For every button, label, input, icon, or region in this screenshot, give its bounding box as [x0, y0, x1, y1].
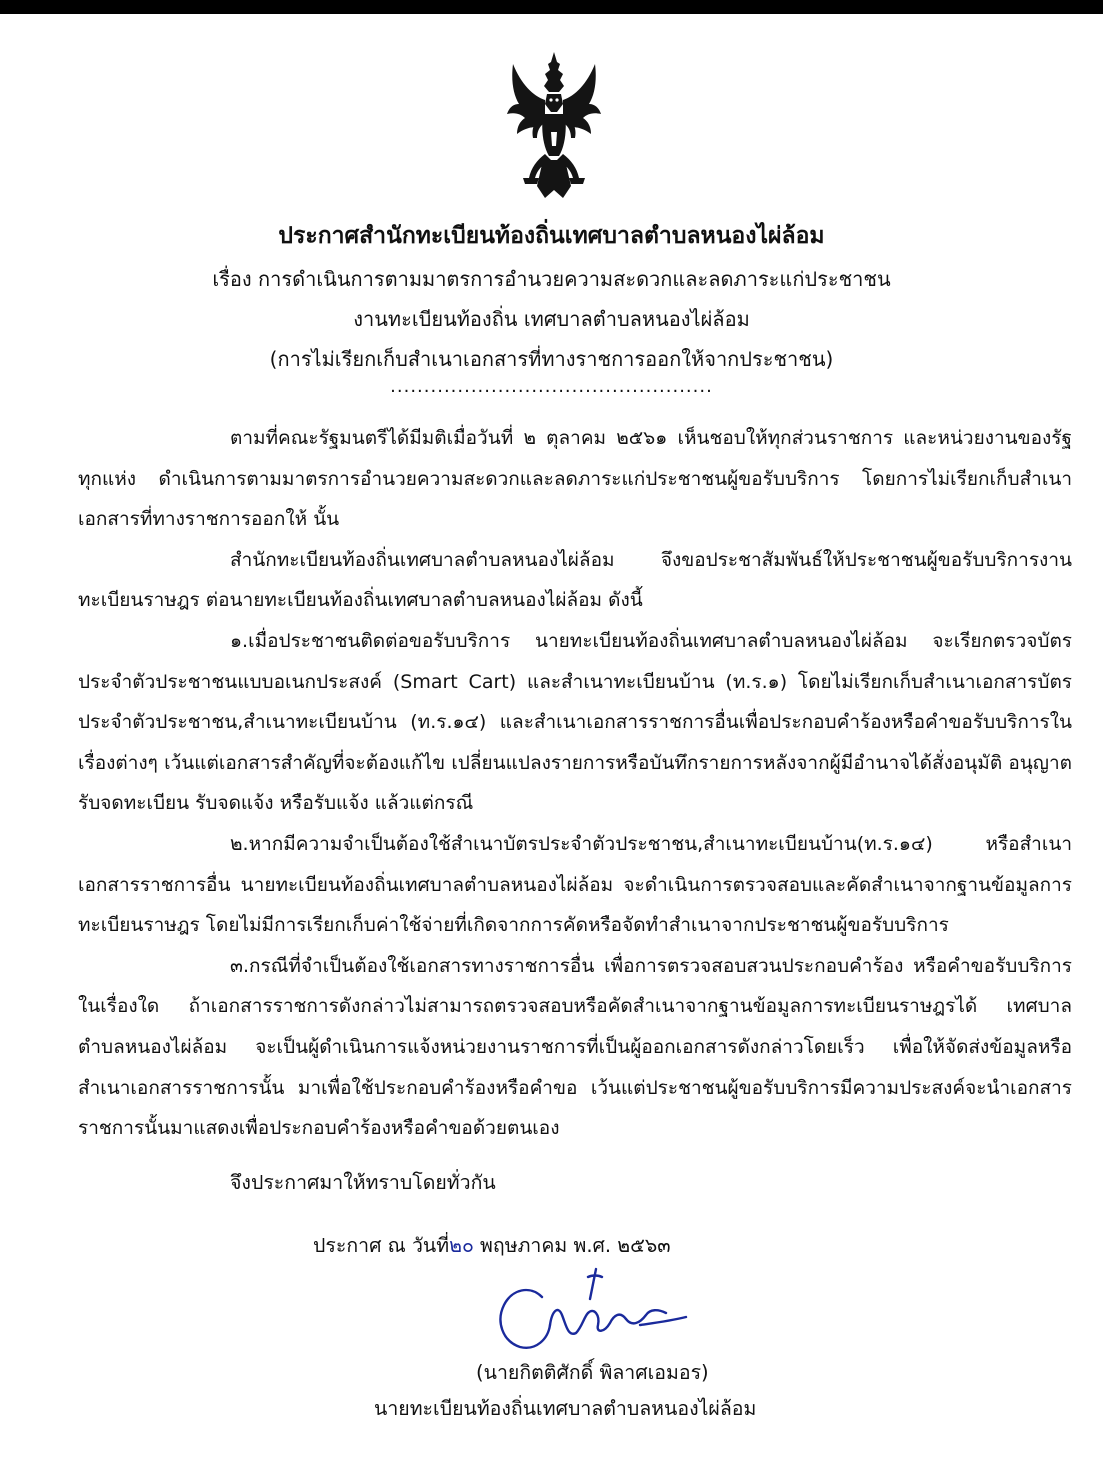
garuda-emblem-icon	[505, 50, 603, 200]
paragraph-item-2: ๒.หากมีความจำเป็นต้องใช้สำเนาบัตรประจำตัวประชาชน,สำเนาทะเบียนบ้าน(ท.ร.๑๔) หรือสำเนาเอกสารราชการอื่น นายทะเบียนท้องถิ่นเทศบาลตำบลหนองไผ่ล้อม จะดำเนินการตรวจสอบและคัดสำเนาจากฐานข้อมูลการทะเบียนราษฎร โดยไม่มีการเรียกเก็บค่าใช้จ่ายที่เกิดจากการคัดหรือจัดทำสำเนาจากประชาชนผู้ขอรับบริการ	[78, 832, 1072, 937]
subject-line-2: งานทะเบียนท้องถิ่น เทศบาลตำบลหนองไผ่ล้อม	[353, 307, 750, 331]
paragraph-item-1: ๑.เมื่อประชาชนติดต่อขอรับบริการ นายทะเบียนท้องถิ่นเทศบาลตำบลหนองไผ่ล้อม จะเรียกตรวจบัตรประจำตัวประชาชนแบบอเนกประสงค์ (Smart Cart) และสำเนาทะเบียนบ้าน (ท.ร.๑) โดยไม่เรียกเก็บสำเนาเอกสารบัตรประจำตัวประชาชน,สำเนาทะเบียนบ้าน (ท.ร.๑๔) และสำเนาเอกสารราชการอื่นเพื่อประกอบคำร้องหรือคำขอรับบริการในเรื่องต่างๆ เว้นแต่เอกสารสำคัญที่จะต้องแก้ไข เปลี่ยนแปลงรายการหรือบันทึกรายการหลังจากผู้มีอำนาจได้สั่งอนุมัติ อนุญาต รับจดทะเบียน รับจดแจ้ง หรือรับแจ้ง แล้วแต่กรณี	[78, 629, 1072, 815]
paragraph-background: ตามที่คณะรัฐมนตรีได้มีมติเมื่อวันที่ ๒ ตุลาคม ๒๕๖๑ เห็นชอบให้ทุกส่วนราชการ และหน่วยงานของรัฐทุกแห่ง ดำเนินการตามมาตรการอำนวยความสะดวกและลดภาระแก่ประชาชนผู้ขอรับบริการ โดยการไม่เรียกเก็บสำเนาเอกสารที่ทางราชการออกให้ นั้น	[78, 427, 1072, 531]
top-black-bar	[0, 0, 1103, 14]
date-rest: พฤษภาคม พ.ศ. ๒๕๖๓	[473, 1234, 671, 1257]
signer-name: (นายกิตติศักดิ์ พิลาศเอมอร)	[476, 1361, 709, 1384]
signer-position: นายทะเบียนท้องถิ่นเทศบาลตำบลหนองไผ่ล้อม	[374, 1397, 757, 1420]
paragraph-item-3: ๓.กรณีที่จำเป็นต้องใช้เอกสารทางราชการอื่น เพื่อการตรวจสอบสวนประกอบคำร้อง หรือคำขอรับบริการในเรื่องใด ถ้าเอกสารราชการดังกล่าวไม่สามารถตรวจสอบหรือคัดสำเนาจากฐานข้อมูลการทะเบียนราษฎรได้ เทศบาลตำบลหนองไผ่ล้อม จะเป็นผู้ดำเนินการแจ้งหน่วยงานราชการที่เป็นผู้ออกเอกสารดังกล่าวโดยเร็ว เพื่อให้จัดส่งข้อมูลหรือสำเนาเอกสารราชการนั้น มาเพื่อใช้ประกอบคำร้องหรือคำขอ เว้นแต่ประชาชนผู้ขอรับบริการมีความประสงค์จะนำเอกสารราชการนั้นมาแสดงเพื่อประกอบคำร้องหรือคำขอด้วยตนเอง	[78, 954, 1072, 1140]
paragraph-intro: สำนักทะเบียนท้องถิ่นเทศบาลตำบลหนองไผ่ล้อม จึงขอประชาสัมพันธ์ให้ประชาชนผู้ขอรับบริการงานทะเบียนราษฎร ต่อนายทะเบียนท้องถิ่นเทศบาลตำบลหนองไผ่ล้อม ดังนี้	[78, 548, 1072, 612]
closing-statement: จึงประกาศมาให้ทราบโดยทั่วกัน	[230, 1171, 496, 1194]
separator-dots: ................................................	[390, 376, 713, 397]
date-prefix: ประกาศ ณ วันที่	[313, 1234, 450, 1257]
announcement-title: ประกาศสำนักทะเบียนท้องถิ่นเทศบาลตำบลหนองไผ่ล้อม	[278, 223, 825, 249]
handwritten-signature	[490, 1263, 690, 1358]
subject-line-3: (การไม่เรียกเก็บสำเนาเอกสารที่ทางราชการออกให้จากประชาชน)	[269, 347, 834, 371]
subject-line: เรื่อง การดำเนินการตามมาตรการอำนวยความสะดวกและลดภาระแก่ประชาชน	[212, 267, 891, 291]
announcement-date	[313, 1230, 671, 1261]
announcement-body	[78, 418, 1072, 1149]
date-day: ๒๐	[449, 1234, 474, 1257]
